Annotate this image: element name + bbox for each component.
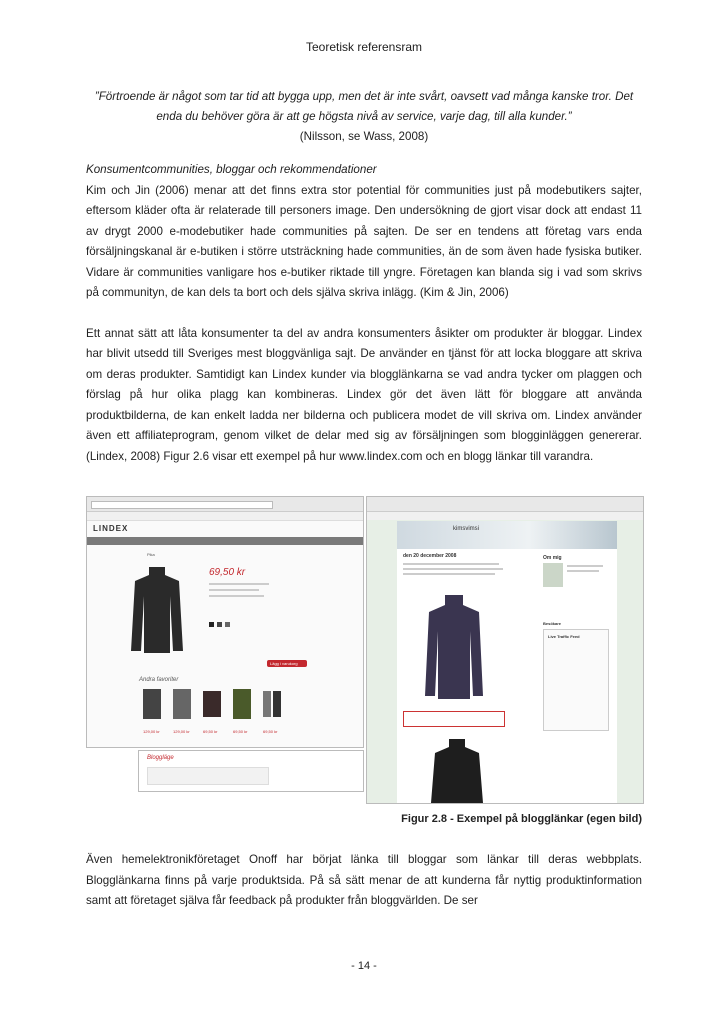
blog-screenshot (366, 496, 644, 804)
paragraph-3: Även hemelektronikföretaget Onoff har börjat länka till bloggar som länkar till deras webbplats. Blogglänkarna finns på varje produktsida. På så sätt menar de att kunderna får nyttig produktinformation samt att företaget själva får feedback på produkter från bloggvärlden. De ser (86, 853, 642, 907)
blog-title: kimsvimsi (453, 526, 479, 532)
lindex-logo: LINDEX (93, 524, 129, 533)
sidebar-about: Om mig (543, 555, 562, 561)
quote-block (86, 87, 642, 147)
sweater-image (127, 565, 187, 655)
figure-caption: Figur 2.8 - Exempel på blogglänkar (egen bild) (401, 813, 642, 825)
tab-bar (87, 512, 363, 521)
traffic-feed: Live Traffic Feed (543, 629, 609, 731)
page-number: - 14 - (351, 960, 377, 972)
address-field (91, 501, 273, 509)
alt-items (139, 687, 289, 727)
lindex-screenshot: LINDEX Pika 69,50 kr Lägg i varukorg Andra favoriter 129,00 kr 129,00 kr 69,50 kr 69,50 kr 69,50 kr (86, 496, 364, 748)
add-to-cart-button[interactable]: Lägg i varukorg (267, 660, 307, 667)
paragraph-3-block (86, 850, 642, 912)
blog-sweater-black (427, 737, 487, 803)
avatar (543, 563, 563, 587)
lindex-link-box[interactable] (403, 711, 505, 727)
product-label: Pika (147, 552, 155, 557)
blog-box (138, 750, 364, 792)
paragraph-1: Kim och Jin (2006) menar att det finns extra stor potential för communities just på modebutikers sajter, eftersom kläder ofta är relaterade till personers image. Den undersökning de gjort visar dock att endast 11 av drygt 2000 e-modebutiker hade communities på sajten. De ser en tendens att företag vars enda försäljningskanal är e-butiken i större utsträckning hade communities, än de som även hade fysiska butiker. Vidare är communities vanligare hos e-butiker riktade till yngre. Företagen kan blanda sig i vad som skrivs på communityn, de kan dels ta bort och dels själva skriva inlägg. (Kim & Jin, 2006) (86, 183, 642, 299)
blog-banner (397, 521, 617, 549)
post-date: den 20 december 2008 (403, 553, 457, 559)
sidebar-visitors: Besökare (543, 621, 562, 626)
section-heading: Konsumentcommunities, bloggar och rekommendationer (86, 163, 377, 176)
lindex-nav (87, 537, 363, 545)
alt-favorites-heading: Andra favoriter (139, 677, 179, 683)
product-price: 69,50 kr (209, 567, 246, 578)
quote-text: ”Förtroende är något som tar tid att bygga upp, men det är inte svårt, oavsett vad många kanske tror. Det enda du behöver göra är att ge högsta nivå av service, varje dag, till alla kunder.” (94, 90, 634, 123)
page-header: Teoretisk referensram (305, 40, 423, 54)
paragraph-2: Ett annat sätt att låta konsumenter ta del av andra konsumenters åsikter om produkter är bloggar. Lindex har blivit utsedd till Sveriges mest bloggvänliga sajt. De använder en tjänst för att locka bloggare att skriva om deras produkter. Samtidigt kan Lindex kunder via blogglänkarna se vad andra tycker om plaggen och förslag på hur olika plagg kan kombineras. Lindex gör det även lätt för bloggare att använda produktbilderna, de kan enkelt ladda ner bilderna och publicera modet de vill skriva om. Lindex använder även ett affiliateprogram, genom vilket de delar med sig av försäljningen som blogginläggen genererar. (Lindex, 2008) Figur 2.6 visar ett exempel på hur www.lindex.com och en blogg länkar till varandra. (86, 326, 642, 463)
figure-screenshots (86, 496, 642, 802)
blog-heading: Bloggläge (147, 755, 174, 761)
blog-sweater-purple (421, 593, 487, 703)
section-body (86, 160, 642, 467)
quote-citation: (Nilsson, se Wass, 2008) (299, 130, 429, 143)
